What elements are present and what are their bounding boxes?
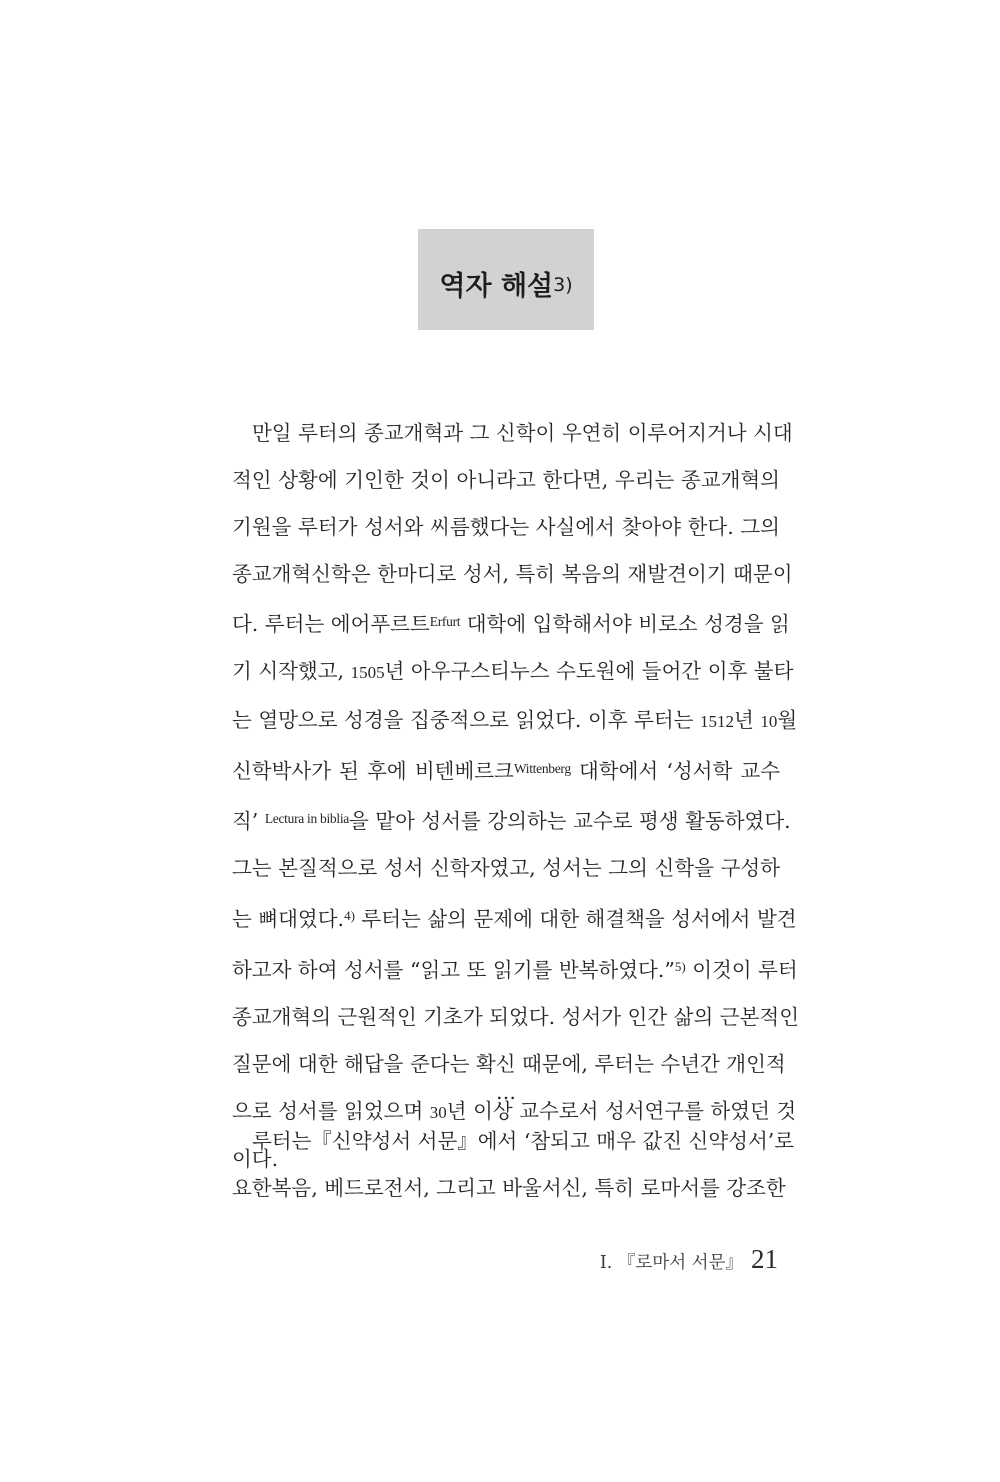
text-line: 는 뼈대였다.$^{4)}$ 루터는 삶의 문제에 대한 해결책을 성서에서 발견 [232, 906, 797, 931]
text-line: 직’ $^{Lectura in biblia}$을 맡아 성서를 강의하는 교수로 평생 활동하였다. [232, 808, 791, 833]
text-line: 하고자 하여 성서를 “읽고 또 읽기를 반복하였다.”$^{5)}$ 이것이 루터 [232, 958, 798, 983]
paragraph-1 [232, 410, 800, 1184]
footnote-ref-5: 5) [674, 959, 686, 975]
text-line: 으로 성서를 읽었으며 30년 이상 교수로서 성서연구를 하였던 것 [232, 1099, 797, 1124]
text-line: 종교개혁의 근원적인 기초가 되었다. 성서가 인간 삶의 근본적인 [232, 1005, 800, 1030]
section-title: 역자 해설3) [439, 271, 573, 302]
text-line: 다. 루터는 에어푸르트$^{Erfurt}$ 대학에 입학해서야 비로소 성경을 읽 [232, 612, 790, 637]
section-break-ellipsis: … [496, 1080, 516, 1104]
footnote-ref-4: 4) [344, 907, 355, 923]
text-line: 신학박사가 된 후에 비텐베르크$^{Wittenberg}$ 대학에서 ‘성서학 교수 [232, 758, 780, 783]
text-line: 기 시작했고, 1505년 아우구스티누스 수도원에 들어간 이후 불타 [232, 659, 794, 684]
section-title-box [418, 229, 594, 330]
running-chapter-title: I. 『로마서 서문』 [599, 1253, 743, 1273]
footnote-ref-3: 3) [553, 274, 573, 296]
page-footer [600, 1244, 778, 1275]
gloss-lectura: Lectura in biblia [264, 810, 349, 826]
text-line: 적인 상황에 기인한 것이 아니라고 한다면, 우리는 종교개혁의 [232, 468, 780, 493]
text-line: 는 열망으로 성경을 집중적으로 읽었다. 이후 루터는 1512년 10월 [232, 707, 798, 732]
text-line: 질문에 대한 해답을 준다는 확신 때문에, 루터는 수년간 개인적 [232, 1052, 786, 1077]
text-line: 만일 루터의 종교개혁과 그 신학이 우연히 이루어지거나 시대 [252, 421, 793, 445]
gloss-wittenberg: Wittenberg [513, 760, 571, 776]
text-line: 기원을 루터가 성서와 씨름했다는 사실에서 찾아야 한다. 그의 [232, 515, 780, 540]
text-line: 종교개혁신학은 한마디로 성서, 특히 복음의 재발견이기 때문이 [232, 562, 793, 587]
page-number: 21 [751, 1244, 778, 1274]
text-line: 루터는『신약성서 서문』에서 ‘참되고 매우 값진 신약성서’로 [252, 1129, 795, 1153]
text-line: 요한복음, 베드로전서, 그리고 바울서신, 특히 로마서를 강조한 [232, 1176, 786, 1201]
text-line: 그는 본질적으로 성서 신학자였고, 성서는 그의 신학을 구성하 [232, 855, 780, 880]
paragraph-2 [232, 1118, 795, 1212]
gloss-erfurt: Erfurt [429, 614, 461, 630]
text-line: 이다. [232, 1147, 279, 1172]
